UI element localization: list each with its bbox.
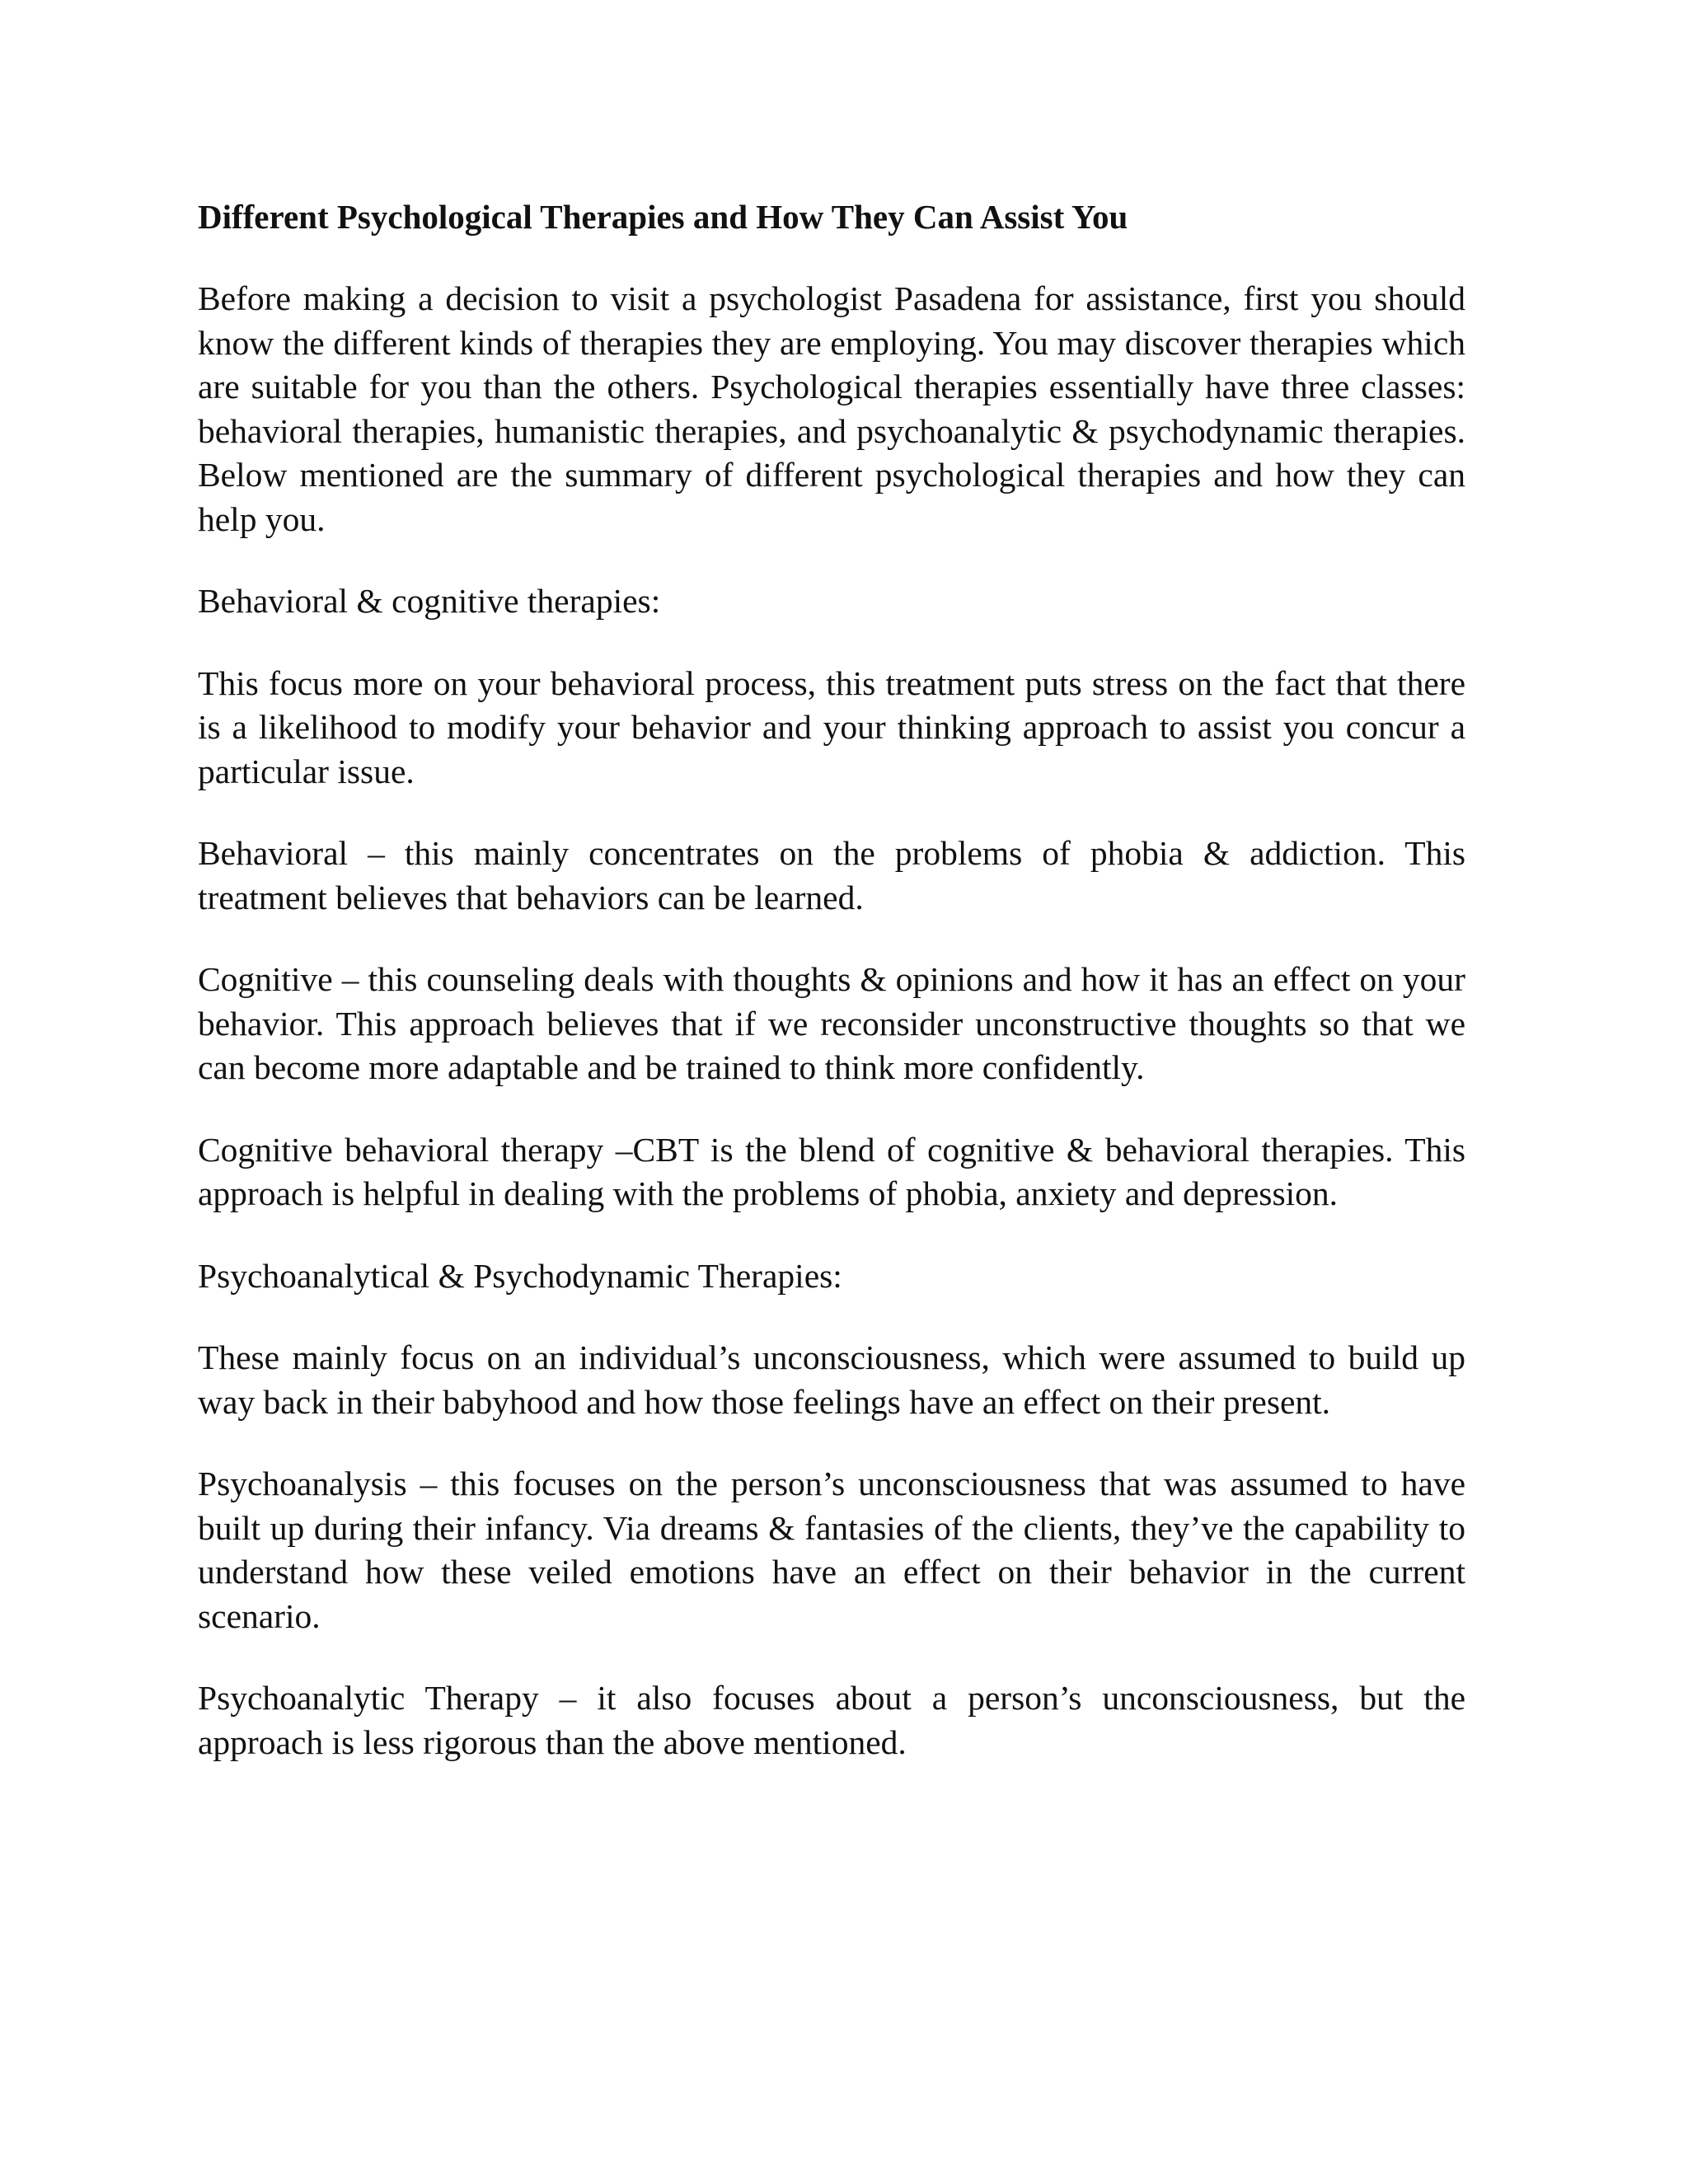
document-title: Different Psychological Therapies and How They Can Assist You <box>198 198 1128 236</box>
paragraph-behavioral: Behavioral – this mainly concentrates on the problems of phobia & addiction. This treatment believes that behaviors can be learned. <box>198 834 1465 916</box>
paragraph-cbt: Cognitive behavioral therapy –CBT is the blend of cognitive & behavioral therapies. This approach is helpful in dealing with the problems of phobia, anxiety and depression. <box>198 1130 1465 1212</box>
paragraph-psychoanalysis: Psychoanalysis – this focuses on the person’s unconsciousness that was assumed to have built up during their infancy. Via dreams & fantasies of the clients, they’ve the capability to understand how these veiled emotions have an effect on their behavior in the current scenario. <box>198 1465 1465 1635</box>
section-heading-psychoanalytical-psychodynamic: Psychoanalytical & Psychodynamic Therapies: <box>198 1256 842 1295</box>
paragraph-behavioral-overview: This focus more on your behavioral process, this treatment puts stress on the fact that there is a likelihood to modify your behavior and your thinking approach to assist you concur a particular issue. <box>198 663 1465 790</box>
section-heading-behavioral-cognitive: Behavioral & cognitive therapies: <box>198 582 661 620</box>
paragraph-psychodynamic-overview: These mainly focus on an individual’s unconsciousness, which were assumed to build up way back in their babyhood and how those feelings have an effect on their present. <box>198 1338 1465 1421</box>
document-body <box>198 194 1465 1802</box>
paragraph-cognitive: Cognitive – this counseling deals with thoughts & opinions and how it has an effect on your behavior. This approach believes that if we reconsider unconstructive thoughts so that we can become more adaptable and be trained to think more confidently. <box>198 960 1465 1086</box>
paragraph-psychoanalytic-therapy: Psychoanalytic Therapy – it also focuses about a person’s unconsciousness, but the approach is less rigorous than the above mentioned. <box>198 1679 1465 1761</box>
intro-paragraph: Before making a decision to visit a psychologist Pasadena for assistance, first you should know the different kinds of therapies they are employing. You may discover therapies which are suitable for you than the others. Psychological therapies essentially have three classes: behavioral therapies, humanistic therapies, and psychoanalytic & psychodynamic therapies. Below mentioned are the summary of different psychological therapies and how they can help you. <box>198 279 1465 538</box>
